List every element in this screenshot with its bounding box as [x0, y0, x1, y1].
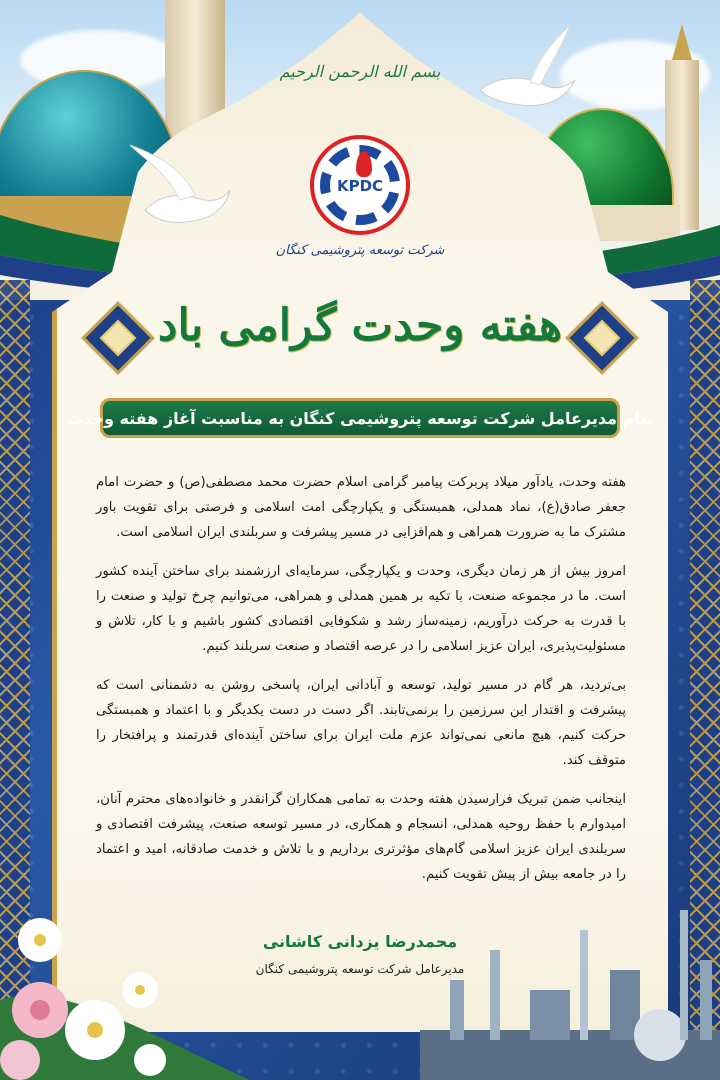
paragraph: امروز بیش از هر زمان دیگری، وحدت و یکپارچگی، سرمایه‌ای ارزشمند برای ساختن آینده کشور است. ما در مجموعه صنعت، با تکیه بر همین همدلی و همراهی، می‌توانیم چرخ تولید و صنعت را با قدرت به حرکت درآوریم، زمینه‌ساز رشد و شکوفایی اقتصادی کشور باشیم و با کار، تلاش و مسئولیت‌پذیری، ایران عزیز اسلامی را در عرصه اقتصاد و صنعت سربلند کنیم. — [96, 564, 626, 654]
banner-text: پیام مدیرعامل شرکت توسعه پتروشیمی کنگان به مناسبت آغاز هفته وحدت — [67, 408, 653, 428]
basmala-calligraphy: بسم الله الرحمن الرحیم — [279, 62, 441, 81]
refinery-skyline — [420, 900, 720, 1080]
paragraph: هفته وحدت، یادآور میلاد پربرکت پیامبر گرامی اسلام حضرت محمد مصطفی(ص) و حضرت امام جعفر صادق(ع)، نماد همدلی، همبستگی و یکپارچگی امت اسلامی و فرصتی برای تقویت باور مشترک ما به ضرورت همراهی و هم‌افزایی در مسیر پیشرفت و سربلندی ایران اسلامی است. — [96, 475, 626, 540]
dove-left-icon — [125, 140, 235, 250]
signer-name: محمدرضا یزدانی کاشانی — [262, 932, 458, 951]
logo-text: KPDC — [336, 177, 384, 195]
company-signature: شرکت توسعه پتروشیمی کنگان — [275, 243, 445, 258]
headline: هفته وحدت گرامی باد — [157, 300, 563, 351]
kpdc-logo — [310, 135, 410, 235]
minaret-cap-icon — [672, 24, 692, 60]
dove-right-icon — [470, 20, 580, 130]
message-body — [96, 470, 626, 901]
flowers-decoration — [0, 880, 250, 1080]
signer-title: مدیرعامل شرکت توسعه پتروشیمی کنگان — [255, 962, 465, 976]
title-banner — [67, 398, 653, 438]
paragraph: بی‌تردید، هر گام در مسیر تولید، توسعه و آبادانی ایران، پاسخی روشن به دشمنانی است که پیشرفت و اقتدار این سرزمین را برنمی‌تابند. اگر دست در دست یکدیگر و با اعتماد و همبستگی حرکت کنیم، هیچ مانعی نمی‌تواند عزم ملت ایران برای ساختن آینده‌ای قدرتمند و پرافتخار را متوقف کند. — [96, 678, 626, 768]
paragraph: اینجانب ضمن تبریک فرارسیدن هفته وحدت به تمامی همکاران گرانقدر و خانواده‌های محترم آنان، امیدوارم با حفظ روحیه همدلی، انسجام و همکاری، در مسیر توسعه صنعت، پیشرفت اقتصادی و سربلندی ایران عزیز اسلامی گام‌های مؤثرتری برداریم و با تلاش و خدمت صادقانه، امید و اعتماد را در جامعه بیش از پیش تقویت کنیم. — [96, 792, 626, 882]
